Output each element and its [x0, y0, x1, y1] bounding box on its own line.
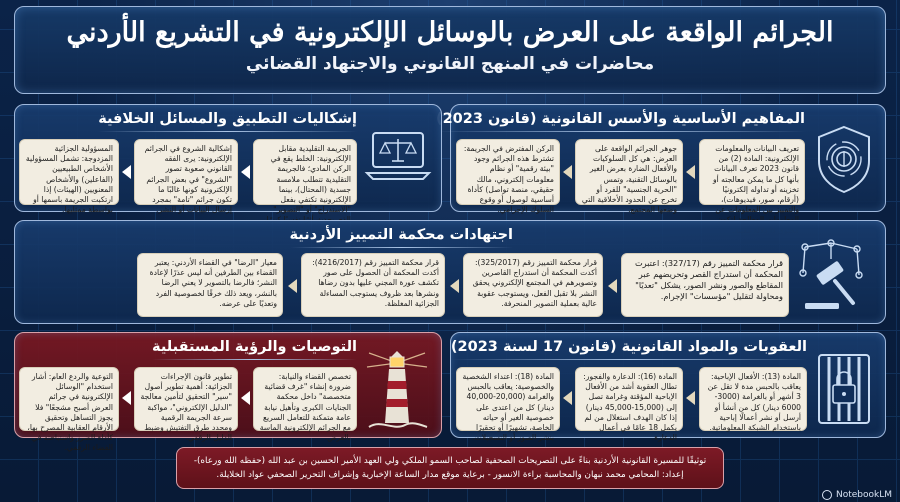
card-recommendations-2: تطوير قانون الإجراءات الجزائية: أهمية تطوير أصول "سير" التحقيق لتأمين معالجة "الدليل الإلكتروني"، مواكبة سرعة الجريمة الرقمية ومحدد طرق التفتيش وضبط الدليل الرقمي. — [134, 367, 238, 431]
header-banner — [14, 6, 886, 94]
arrow-concepts-2 — [563, 165, 572, 179]
arrow-recommendations-2 — [122, 391, 131, 405]
panel-court-title: اجتهادات محكمة التمييز الأردنية — [290, 227, 513, 248]
card-court-4: معيار "الرضا" في القضاء الأردني: يعتبر القضاء بين الطرفين أنه ليس عذرًا لإعادة النشر؛ فالرضا بالتصوير لا يعني الرضا بالنشر، ويعد ذلك خرقًا لخصوصية الفرد وتعديًا على عرضه. — [137, 253, 283, 317]
panel-recommendations-title: التوصيات والرؤية المستقبلية — [152, 339, 357, 360]
brand-label: NotebookLM — [835, 490, 892, 500]
arrow-penalties-1 — [686, 391, 695, 405]
arrow-challenges-1 — [241, 165, 250, 179]
panel-concepts-title: المفاهيم الأساسية والأسس القانونية (قانون 2023 — [436, 111, 805, 132]
card-recommendations-3: التوعية والردع العام: أشار استخدام "الوسائل الإلكترونية في جرائم العرض أصبح مشجعًا" فلا يجوز التساهل وتحقيق الأرقام العقابية المصرح بها، كأداة الضرر واستباحته في الفضاء الرقمي. — [19, 367, 119, 431]
arrow-court-3 — [288, 279, 297, 293]
panel-concepts — [442, 104, 886, 215]
notebooklm-logo-icon — [822, 490, 832, 500]
card-challenges-1: الجريمة التقليدية مقابل الإلكترونية: الخلط يقع في الركن المادي؛ فالجريمة التقليدية تتطلب ملامسة جسدية (المحتال)، بينما الإلكترونية تكتفي بفعل "الاستدراج" أو "التصوير" — [253, 139, 357, 205]
arrow-recommendations-1 — [241, 391, 250, 405]
jail-lock-icon — [813, 349, 875, 433]
arrow-penalties-2 — [563, 391, 572, 405]
card-penalties-2: المادة (16): الدعارة والفجور: تطال العقوبة أشد من الأفعال الإباحية المؤقتة وغرامة تصل إلى (15,000-45,000 دينار) إذا كان الهدف استغلال من لم يكمل 18 عامًا في أعمال الدعارة. — [575, 367, 683, 431]
page-title: الجرائم الواقعة على العرض بالوسائل الإلكترونية في التشريع الأردني — [66, 17, 834, 48]
card-court-1: قرار محكمة التمييز رقم (327/17): اعتبرت المحكمة أن استدراج القصر وتحريضهم عبر المقاطع والصور ونشر الصور، يشكل "تعديًا" ومحاولة لتقليل "مؤسسات" الإجرام. — [621, 253, 789, 317]
card-recommendations-1: تخصص القضاء والنيابة: ضرورة إنشاء "غرف قضائية متخصصة" داخل محكمة الجنايات الكبرى وتأهيل نيابة عامة متمكنة للتعامل السريع مع الجرائم الإلكترونية الماسة بالعرض. — [253, 367, 357, 431]
footer-line-1: توثيقًا للمسيرة القانونية الأردنية بناءً على التصريحات الصحفية لصاحب السمو الملكي ولي العهد الأمير الحسين بن عبد الله (حفظه الله ورعاه)- — [193, 456, 707, 466]
panel-penalties — [450, 332, 886, 443]
laptop-scales-icon — [363, 127, 433, 195]
arrow-challenges-2 — [122, 165, 131, 179]
fingerprint-shield-icon — [811, 123, 877, 199]
footer-credits — [176, 447, 724, 489]
arrow-concepts-1 — [686, 165, 695, 179]
card-concepts-1: تعريف البيانات والمعلومات الإلكترونية: المادة (2) من قانون 2023 تعرف البيانات بأنها كل ما يمكن معالجته أو تخزينه أو تداوله إلكترونيًا (أرقام، صور، فيديوهات)، والتمييز بين المعلومات عن — [699, 139, 805, 205]
card-penalties-1: المادة (13): الأفعال الإباحية: يعاقب بالحبس مدة لا تقل عن 3 أشهر أو بالغرامة (3000-6000 دينار) كل من أنشأ أو أرسل أو نشر أعمالًا إباحية باستخدام الشبكة المعلوماتية. — [699, 367, 807, 431]
panel-recommendations — [14, 332, 442, 453]
footer-line-2: إعداد: المحامي محمد نبهان والمحاسبة براءة الانسور - برعاية موقع مدار الساعة الإخبارية وإشراف التحرير الصحفي عواد الخلايلة. — [216, 470, 684, 480]
arrow-court-2 — [450, 279, 459, 293]
card-concepts-3: الركن المفترض في الجريمة: تشترط هذه الجرائم وجود "بيئة رقمية" أو نظام معلومات إلكتروني، مالك حقيقي، منصة تواصل) كأداة أساسية لوصول أو وقوع السلوك الإجرامي. — [456, 139, 560, 205]
panel-penalties-title: العقوبات والمواد القانونية (قانون 17 لسنة 2023) — [451, 339, 807, 360]
panel-challenges — [14, 104, 442, 215]
card-court-3: قرار محكمة التمييز رقم (4216/2017): أكدت المحكمة أن الحصول على صور تكشف عورة المجني عليها بدون رضاها ونشرها بعد ظروف يستوجب المساءلة الجزائية المغلظة. — [301, 253, 445, 317]
card-challenges-3: المسؤولية الجزائية المزدوجة: تشمل المسؤولية الأشخاص الطبيعيين (الفاعلين) والأشخاص المعنويين (الهيئات) إذا ارتكبت الجريمة باسمها أو بواسطة ممثليها. — [19, 139, 119, 205]
card-concepts-2: جوهر الجرائم الواقعة على العرض: هي كل السلوكيات والأفعال الضارة بعرض الغير بالوسائل التقنية، وتمس "الحرية الجنسية" للفرد أو تخرج عن الحدود الأخلاقية التي وضعها المجتمع. — [575, 139, 683, 205]
card-challenges-2: إشكالية الشروع في الجرائم الإلكترونية: يرى الفقه القانوني صعوبة تصور "الشروع" في بعض الجرائم الإلكترونية كونها غالبًا ما تكون جرائم "تامة" بمجرد إرسال البيانات أو النشر. — [134, 139, 238, 205]
page-subtitle: محاضرات في المنهج القانوني والاجتهاد القضائي — [245, 54, 655, 74]
arrow-court-1 — [608, 279, 617, 293]
gavel-network-icon — [795, 237, 869, 321]
panel-court — [14, 220, 886, 324]
panel-challenges-title: إشكاليات التطبيق والمسائل الخلافية — [98, 111, 357, 132]
lighthouse-icon — [365, 347, 429, 435]
brand-watermark — [822, 490, 892, 500]
card-court-2: قرار محكمة التمييز رقم (325/2017): أكدت المحكمة أن استدراج القاصرين وتصويرهم في المجتمع الإلكتروني يحقق النشر بلا تقبل الفعل، ويستوجب عقوبة عالية بعملية التصوير المنحرفة. — [463, 253, 603, 317]
card-penalties-3: المادة (18): اعتداء الشخصية والخصوصية: يعاقب بالحبس والغرامة (20,000-40,000 دينار) كل من اعتدى على خصوصية الغير أو حياته الخاصة، تشهيرًا أو تحقيرًا بنشر الصور أو التسجيلات. — [456, 367, 560, 431]
